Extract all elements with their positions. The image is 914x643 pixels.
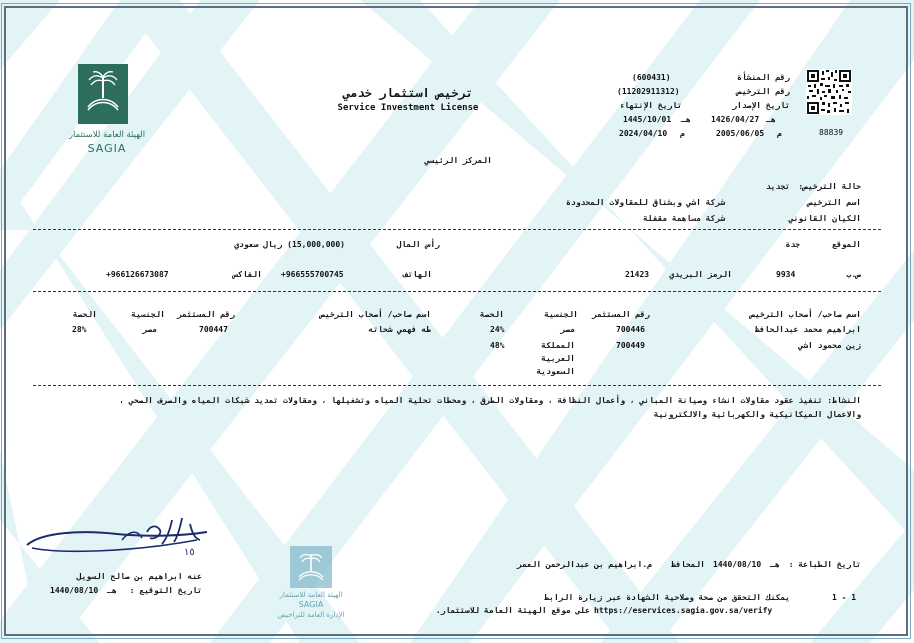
sagia-stamp-logo — [290, 546, 332, 588]
share: 28% — [72, 325, 87, 334]
owner-name: زين محمود اشي — [798, 341, 861, 350]
issue-date-hijri: 1426/04/27 — [711, 115, 760, 124]
license-name-label: اسم الترخيص — [808, 198, 861, 207]
legal-entity-label: الكيان القانوني — [788, 214, 861, 223]
share-header-right: الحصة — [479, 310, 504, 319]
branch-label: المركز الرئيسي — [424, 156, 492, 165]
stamp-subtitle: الإدارة العامة للتراخيص — [277, 611, 345, 619]
pobox-label: ص.ب — [846, 270, 861, 279]
phone-value: +966555700745 — [281, 270, 344, 279]
expiry-date-hijri: 1445/10/01 — [623, 115, 672, 124]
issue-date-hijri-suffix: هـ — [766, 115, 776, 124]
location-label: الموقع — [832, 240, 861, 249]
logo-english-text: SAGIA — [87, 142, 127, 155]
nationality-line-2: العربية — [541, 354, 575, 363]
divider-2 — [33, 291, 881, 292]
license-status-label: حالة الترخيص: — [798, 182, 861, 191]
establishment-no-value: (600431) — [632, 73, 671, 82]
issue-date-gregorian-suffix: م — [777, 129, 782, 138]
issue-date-gregorian: 2005/06/05 — [716, 129, 765, 138]
owner-name-header-left: اسم صاحب/ أصحاب الترخيص — [320, 310, 431, 319]
nationality: مصر — [560, 325, 575, 334]
sign-date: 1440/08/10 — [50, 586, 99, 595]
divider-1 — [33, 229, 881, 230]
print-date-suffix: هـ — [770, 560, 780, 569]
title-english: Service Investment License — [337, 103, 479, 113]
signature-mark: ١٥ — [184, 547, 195, 558]
license-no-value: (11202911312) — [617, 87, 680, 96]
nationality-line-3: السعودية — [536, 367, 575, 376]
investor-no-header-left: رقم المستثمر — [177, 310, 235, 319]
license-no-label: رقم الترخيص — [737, 87, 790, 96]
capital-label: رأس المال — [396, 240, 440, 249]
sign-date-suffix: هـ — [107, 586, 117, 595]
share: 48% — [490, 341, 505, 350]
governor-name: م.ابراهيم بن عبدالرحمن العمر — [517, 560, 652, 569]
phone-label: الهاتف — [403, 270, 432, 279]
owner-name: ابراهيم محمد عبدالحافظ — [755, 325, 861, 334]
legal-entity-value: شركة مساهمة مقفلة — [643, 214, 725, 223]
governor-label: المحافظ — [671, 560, 705, 569]
pobox-value: 9934 — [776, 270, 796, 279]
divider-3 — [33, 385, 881, 386]
investor-no: 700447 — [199, 325, 228, 334]
verify-link[interactable]: https://eservices.sagia.gov.sa/verify — [594, 606, 773, 615]
qr-code — [806, 69, 852, 127]
investor-no: 700446 — [616, 325, 645, 334]
expiry-date-label: تاريخ الإنتهاء — [619, 101, 682, 110]
license-status-value: تجديد — [765, 182, 790, 191]
logo-arabic-text: الهيئة العامة للاستثمار — [68, 130, 146, 140]
activity-line-2: والاعمال الميكانيكية والكهربائية والالكترونية — [653, 410, 861, 419]
owner-name: طه فهمي شحاته — [368, 325, 431, 334]
nationality: مصر — [142, 325, 157, 334]
nationality-line-1: المملكة — [541, 341, 575, 350]
title-arabic: ترخيص استثمار خدمي — [342, 86, 474, 100]
owner-name-header-right: اسم صاحب/ أصحاب الترخيص — [750, 310, 861, 319]
print-date: 1440/08/10 — [713, 560, 762, 569]
stamp-english: SAGIA — [298, 600, 324, 609]
license-name-value: شركة اشي وبشناق للمقاولات المحدودة — [566, 198, 725, 207]
capital-value: (15,000,000) ريال سعودي — [234, 240, 345, 249]
postal-code-value: 21423 — [625, 270, 650, 279]
activity-line-1: النشاط: تنفيذ عقود مقاولات انشاء وصيانة المباني ، وأعمال النظافة ، ومقاولات الطرق ، ومحطات تحلية المياه وتشغيلها ، ومقاولات تمديد شبكات المياه والصرف الصحي ، — [119, 396, 861, 405]
nationality-header-left: الجنسية — [131, 310, 165, 319]
fax-label: الفاكس — [233, 270, 262, 279]
sign-date-label: تاريخ التوقيع : — [129, 586, 202, 595]
print-date-label: تاريخ الطباعة : — [788, 560, 861, 569]
share: 24% — [490, 325, 505, 334]
issue-date-label: تاريخ الإصدار — [732, 101, 790, 110]
verify-text-line-2: على موقع الهيئة العامة للاستثمار. — [435, 606, 590, 615]
establishment-no-label: رقم المنشأة — [737, 73, 790, 82]
stamp-arabic: الهيئة العامة للاستثمار — [279, 591, 343, 599]
barcode-number: 88839 — [819, 128, 844, 137]
sagia-palm-swords-logo — [78, 64, 128, 124]
investor-no: 700449 — [616, 341, 645, 350]
nationality-header-right: الجنسية — [544, 310, 578, 319]
page-number: 1 - 1 — [832, 593, 857, 602]
expiry-date-hijri-suffix: هـ — [681, 115, 691, 124]
signer-name: عنه ابراهيم بن صالح السويل — [76, 572, 202, 581]
expiry-date-gregorian-suffix: م — [680, 129, 685, 138]
fax-value: +966126673087 — [106, 270, 169, 279]
share-header-left: الحصة — [72, 310, 97, 319]
postal-code-label: الرمز البريدي — [669, 270, 732, 279]
expiry-date-gregorian: 2024/04/10 — [619, 129, 668, 138]
investor-no-header-right: رقم المستثمر — [592, 310, 650, 319]
verify-text-line-1: يمكنك التحقق من صحة وصلاحية الشهادة عبر زيارة الرابط — [544, 593, 790, 602]
location-value: جدة — [785, 240, 800, 249]
